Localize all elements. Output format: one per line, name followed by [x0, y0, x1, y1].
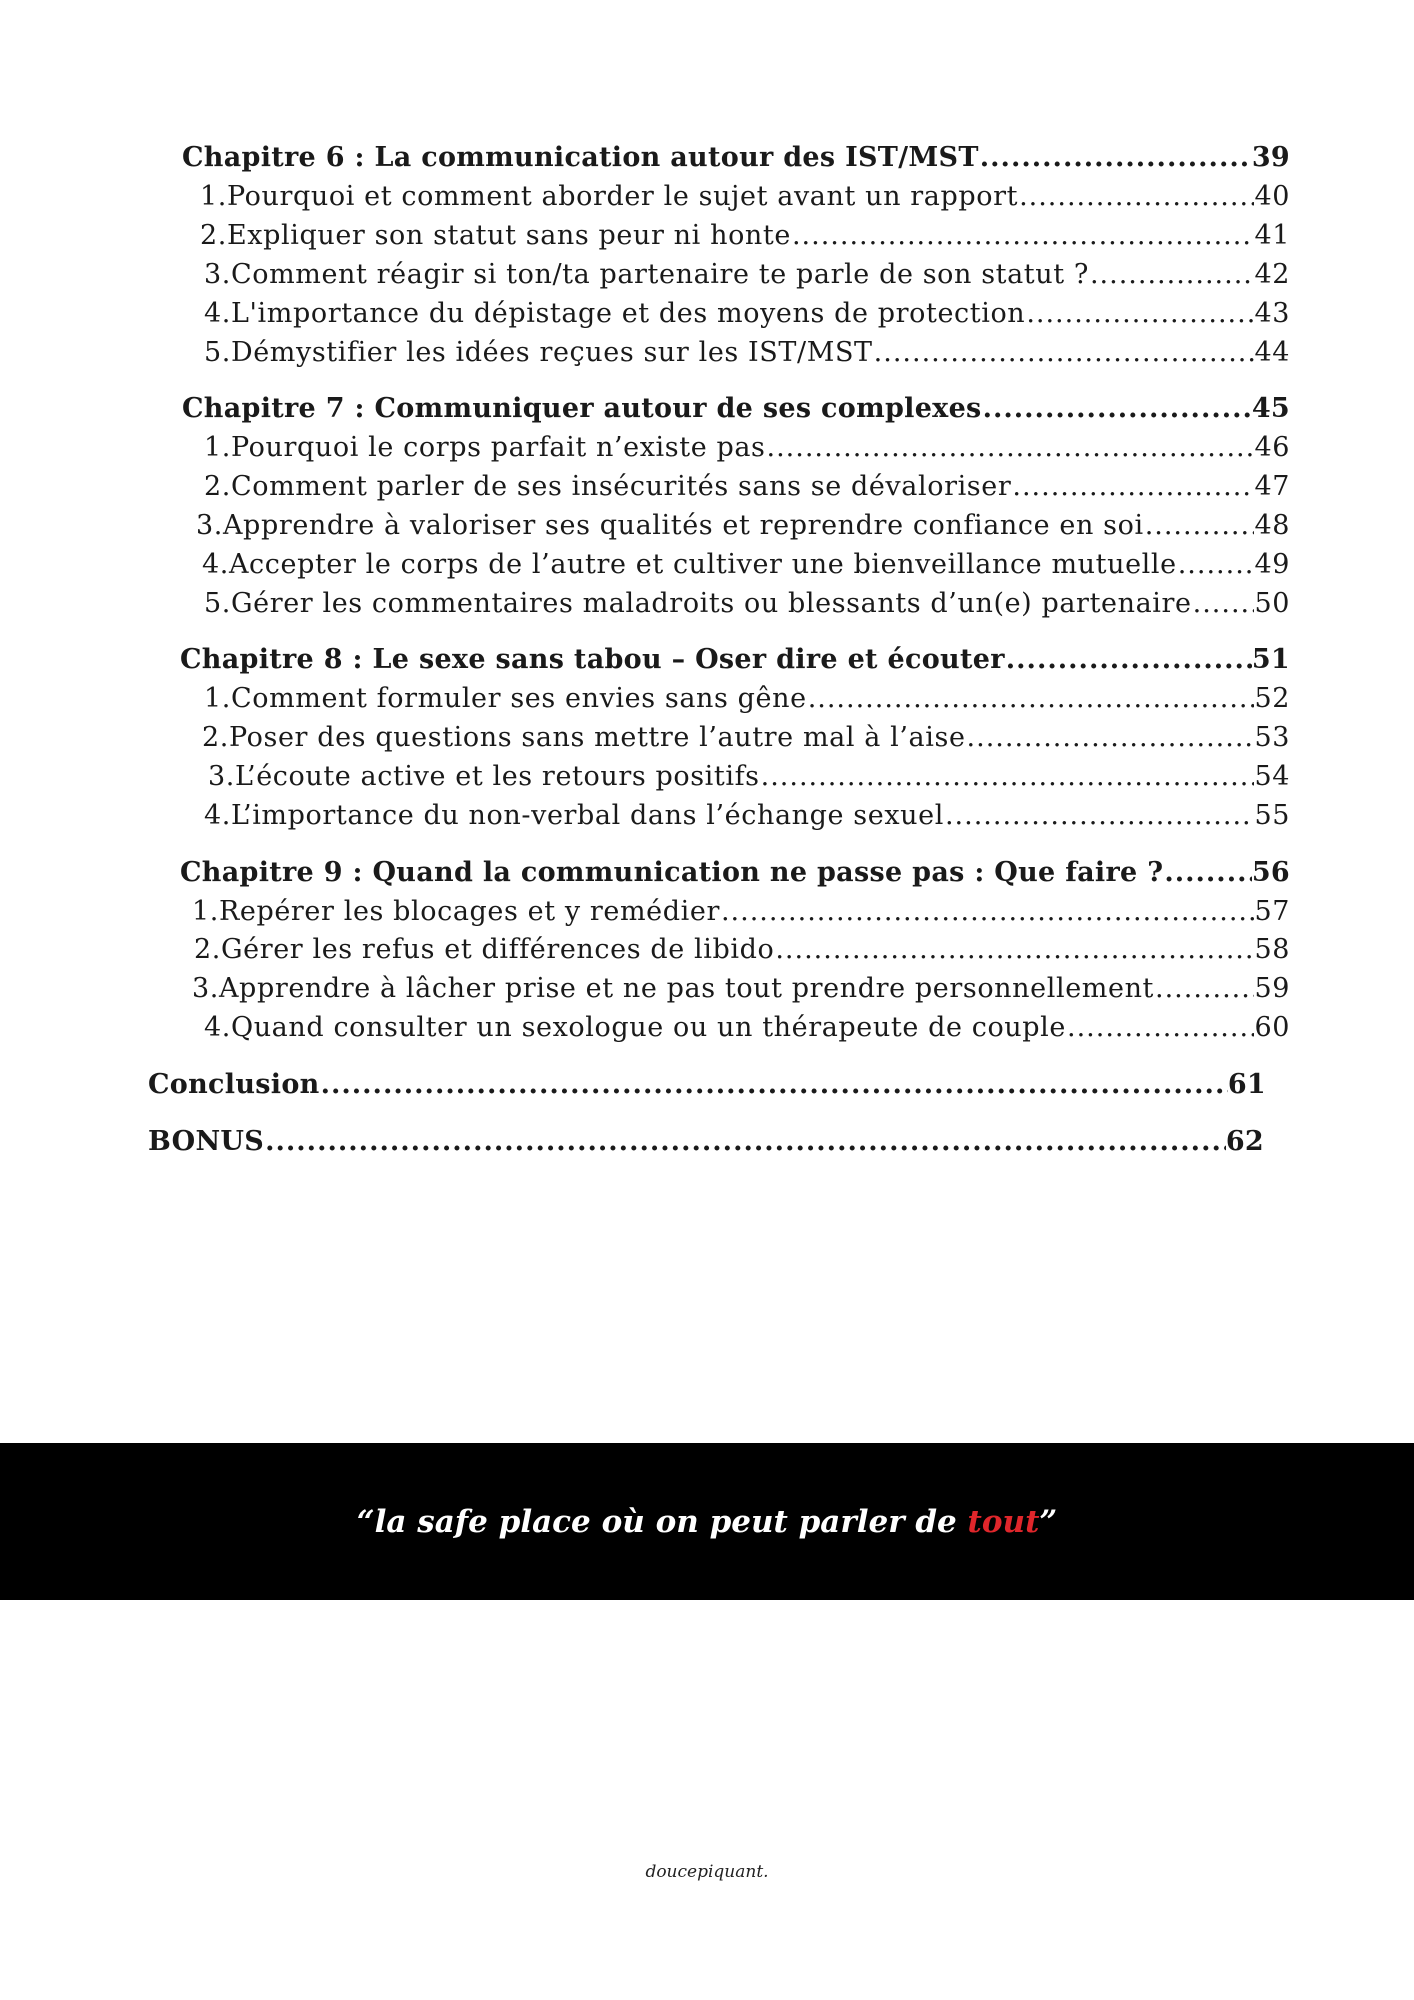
toc-entry-label: Conclusion [148, 1069, 320, 1100]
dot-leader [1154, 971, 1254, 1007]
toc-chapter-7[interactable] [182, 391, 1290, 427]
toc-entry-label: BONUS [148, 1126, 265, 1157]
dot-leader [1089, 257, 1254, 293]
toc-page-number: 49 [1254, 549, 1290, 580]
dot-leader [966, 720, 1255, 756]
toc-entry-label: 5.Gérer les commentaires maladroits ou blessants d’un(e) partenaire [204, 588, 1192, 619]
toc-page-number: 52 [1254, 683, 1290, 714]
dot-leader [766, 430, 1255, 466]
toc-entry-label: 3.Apprendre à lâcher prise et ne pas tout prendre personnellement [192, 973, 1155, 1004]
dot-leader [982, 391, 1252, 427]
dot-leader [1144, 508, 1255, 544]
toc-page-number: 61 [1227, 1069, 1266, 1100]
toc-entry-label: Chapitre 8 : Le sexe sans tabou – Oser dire et écouter [180, 644, 1005, 675]
toc-page-number: 42 [1254, 259, 1290, 290]
toc-section[interactable] [200, 218, 1290, 254]
toc-section[interactable] [196, 508, 1290, 544]
toc-entry-label: Chapitre 9 : Quand la communication ne passe pas : Que faire ? [180, 857, 1164, 888]
toc-entry-label: 2.Expliquer son statut sans peur ni honte [200, 220, 791, 251]
toc-page-number: 56 [1251, 857, 1290, 888]
dot-leader [1177, 547, 1255, 583]
toc-section[interactable] [204, 257, 1290, 293]
brand-logo [0, 1862, 1414, 1882]
dot-leader [873, 335, 1255, 371]
toc-entry-label: 3.Apprendre à valoriser ses qualités et reprendre confiance en soi [196, 510, 1144, 541]
toc-chapter-6[interactable] [182, 140, 1290, 176]
toc-section[interactable] [202, 720, 1290, 756]
toc-entry-label: 1.Pourquoi le corps parfait n’existe pas [204, 432, 766, 463]
toc-section[interactable] [204, 469, 1290, 505]
dot-leader [979, 140, 1252, 176]
quote-open-mark: “ [356, 1503, 375, 1540]
toc-page-number: 51 [1251, 644, 1290, 675]
dot-leader [720, 894, 1254, 930]
toc-page-number: 55 [1254, 800, 1290, 831]
toc-entry-label: 4.Quand consulter un sexologue ou un thérapeute de couple [204, 1012, 1066, 1043]
toc-section[interactable] [200, 179, 1290, 215]
toc-conclusion[interactable] [148, 1067, 1266, 1103]
dot-leader [944, 798, 1254, 834]
toc-page-number: 53 [1254, 722, 1290, 753]
toc-section[interactable] [194, 932, 1290, 968]
toc-chapter-8[interactable] [180, 642, 1290, 678]
dot-leader [1018, 179, 1254, 215]
toc-page-number: 47 [1254, 471, 1290, 502]
tagline-banner [0, 1443, 1414, 1600]
tagline-quote [357, 1504, 1058, 1540]
toc-page-number: 45 [1251, 393, 1290, 424]
dot-leader [320, 1067, 1228, 1103]
toc-entry-label: 1.Comment formuler ses envies sans gêne [204, 683, 807, 714]
toc-entry-label: Chapitre 7 : Communiquer autour de ses complexes [182, 393, 982, 424]
toc-section[interactable] [192, 971, 1290, 1007]
toc-section[interactable] [202, 547, 1290, 583]
tagline-text: la safe place où on peut parler de [374, 1503, 968, 1540]
toc-page-number: 46 [1254, 432, 1290, 463]
dot-leader [1025, 296, 1254, 332]
dot-leader [264, 1124, 1226, 1160]
dot-leader [1192, 586, 1255, 622]
toc-section[interactable] [204, 681, 1290, 717]
toc-page-number: 50 [1254, 588, 1290, 619]
toc-entry-label: 4.L'importance du dépistage et des moyens de protection [204, 298, 1026, 329]
dot-leader [1066, 1010, 1254, 1046]
toc-page-number: 60 [1254, 1012, 1290, 1043]
toc-page-number: 43 [1254, 298, 1290, 329]
toc-entry-label: 4.L’importance du non-verbal dans l’échange sexuel [204, 800, 944, 831]
toc-section[interactable] [204, 586, 1290, 622]
dot-leader [807, 681, 1255, 717]
toc-section[interactable] [204, 798, 1290, 834]
toc-section[interactable] [204, 1010, 1290, 1046]
toc-page-number: 57 [1254, 896, 1290, 927]
dot-leader [1011, 469, 1254, 505]
toc-entry-label: 3.L’écoute active et les retours positifs [208, 761, 760, 792]
toc-page-number: 59 [1254, 973, 1290, 1004]
dot-leader [1005, 642, 1252, 678]
toc-entry-label: 4.Accepter le corps de l’autre et cultiver une bienveillance mutuelle [202, 549, 1177, 580]
tagline-accent-word: tout [967, 1503, 1040, 1540]
toc-page-number: 48 [1254, 510, 1290, 541]
toc-page-number: 39 [1251, 142, 1290, 173]
toc-entry-label: 2.Gérer les refus et différences de libido [194, 934, 775, 965]
toc-section[interactable] [208, 759, 1290, 795]
toc-entry-label: 1.Pourquoi et comment aborder le sujet avant un rapport [200, 181, 1019, 212]
toc-section[interactable] [204, 335, 1290, 371]
toc-entry-label: 3.Comment réagir si ton/ta partenaire te parle de son statut ? [204, 259, 1089, 290]
toc-entry-label: Chapitre 6 : La communication autour des IST/MST [182, 142, 979, 173]
toc-section[interactable] [192, 894, 1290, 930]
toc-page-number: 58 [1254, 934, 1290, 965]
brand-logo-text: doucepiquant. [645, 1862, 769, 1882]
quote-close-mark: ” [1039, 1503, 1058, 1540]
dot-leader [791, 218, 1254, 254]
toc-page-number: 40 [1254, 181, 1290, 212]
toc-chapter-9[interactable] [180, 855, 1290, 891]
toc-page-number: 62 [1225, 1126, 1264, 1157]
toc-section[interactable] [204, 430, 1290, 466]
toc-page-number: 41 [1254, 220, 1290, 251]
dot-leader [774, 932, 1254, 968]
toc-entry-label: 1.Repérer les blocages et y remédier [192, 896, 720, 927]
toc-bonus[interactable] [148, 1124, 1264, 1160]
toc-page-number: 44 [1254, 337, 1290, 368]
toc-entry-label: 5.Démystifier les idées reçues sur les IST/MST [204, 337, 873, 368]
dot-leader [1163, 855, 1252, 891]
toc-entry-label: 2.Comment parler de ses insécurités sans se dévaloriser [204, 471, 1012, 502]
dot-leader [760, 759, 1255, 795]
toc-section[interactable] [204, 296, 1290, 332]
toc-page-number: 54 [1254, 761, 1290, 792]
toc-entry-label: 2.Poser des questions sans mettre l’autre mal à l’aise [202, 722, 966, 753]
